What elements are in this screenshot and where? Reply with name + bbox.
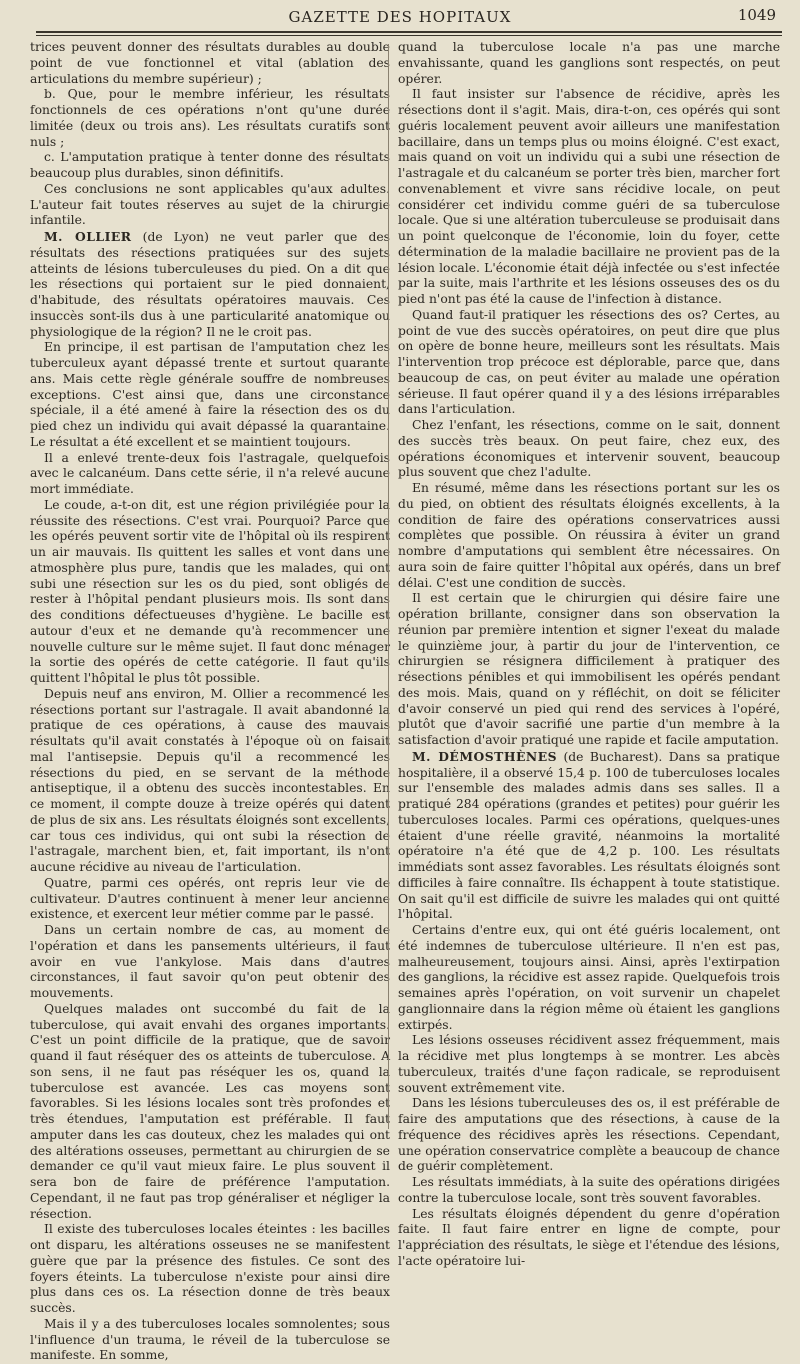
paragraph [398,308,780,418]
paragraph [398,1096,780,1175]
paragraph-text: Les lésions osseuses récidivent assez fréquemment, mais la récidive met plus longtemps à se montrer. Les abcès tuberculeux, traités d'une façon radicale, se reproduisent souvent extrêmement vite. [398,1033,780,1095]
paragraph [30,923,390,1002]
page-number: 1049 [737,6,776,24]
speaker-name: M. OLLIER [44,229,132,244]
paragraph [30,229,390,340]
paragraph-text: Ces conclusions ne sont applicables qu'aux adultes. L'auteur fait toutes réserves au sujet de la chirurgie infantile. [30,181,390,228]
paragraph [30,182,390,229]
paragraph-text: Il existe des tuberculoses locales éteintes : les bacilles ont disparu, les altérations osseuses ne se manifestent guère que par la présence des fistules. Ce sont des foyers éteints. La tuberculose n'existe pour ainsi dire plus dans ces os. La résection donne de très beaux succès. [30,1222,390,1315]
paragraph-text: Certains d'entre eux, qui ont été guéris localement, ont été indemnes de tuberculose ultérieure. Il n'en est pas, malheureusement, toujours ainsi. Ainsi, après l'extirpation des ganglions, la récidive est assez rapide. Quelquefois trois semaines après l'opération, on voit survenir un chapelet ganglionnaire dans la région même où étaient les ganglions extirpés. [398,923,780,1032]
paragraph [30,687,390,876]
column-divider [388,44,389,1129]
paragraph-text: Dans les lésions tuberculeuses des os, il est préférable de faire des amputations que des résections, à cause de la fréquence des récidives après les résections. Cependant, une opération conservatrice complète a beaucoup de chance de guérir complètement. [398,1096,780,1174]
paragraph-text: Dans un certain nombre de cas, au moment de l'opération et dans les pansements ultérieurs, il faut avoir en vue l'ankylose. Mais dans d'autres circonstances, il faut savoir qu'on peut obtenir des mouvements. [30,923,390,1000]
paragraph [30,1002,390,1223]
right-column [398,40,780,1270]
paragraph-text: Mais il y a des tuberculoses locales somnolentes; sous l'influence d'un trauma, le réveil de la tuberculose se manifeste. En somme, [30,1316,390,1363]
paragraph [398,418,780,481]
paragraph-text: Il a enlevé trente-deux fois l'astragale, quelquefois avec le calcanéum. Dans cette série, il n'a relevé aucune mort immédiate. [30,450,390,496]
paragraph-text: quand la tuberculose locale n'a pas une marche envahissante, quand les ganglions sont respectés, on peut opérer. [398,40,780,86]
left-column [30,40,390,1364]
paragraph [398,40,780,87]
paragraph-text: Quatre, parmi ces opérés, ont repris leur vie de cultivateur. D'autres continuent à mener leur ancienne existence, et exercent leur métier comme par le passé. [30,875,390,922]
paragraph [30,451,390,498]
paragraph-text: Quand faut-il pratiquer les résections des os? Certes, au point de vue des succès opératoires, on peut dire que plus on opère de bonne heure, meilleurs sont les résultats. Mais l'intervention trop précoce est déplorable, parce que, dans beaucoup de cas, on peut éviter au malade une opération sérieuse. Il faut opérer quand il y a des lésions irréparables dans l'articulation. [398,307,780,417]
paragraph [30,498,390,687]
speaker-name: M. DÉMOSTHÈNES [412,748,558,764]
paragraph-text: Depuis neuf ans environ, M. Ollier a recommencé les résections portant sur l'astragale. Il avait abandonné la pratique de ces opérations, à cause des mauvais résultats qu'il avait constatés à l'époque où on faisait mal l'antisepsie. Depuis qu'il a recommencé les résections du pied, en se servant de la méthode antiseptique, il a obtenu des succès incontestables. En ce moment, il compte douze à treize opérés qui datent de plus de six ans. Les résultats éloignés sont excellents, car tous ces individus, qui ont subi la résection de l'astragale, marchent bien, et, fait important, ils n'ont aucune récidive au niveau de l'articulation. [30,686,390,874]
paragraph-text: (de Lyon) ne veut parler que des résultats des résections pratiquées sur des sujets atteints de lésions tuberculeuses du pied. On a dit que les résections qui portaient sur le pied donnaient, d'habitude, des résultats opératoires mauvais. Ces insuccès sont-ils dus à une particularité anatomique ou physiologique de la région? Il ne le croit pas. [30,230,390,339]
header-rule-thin [36,35,782,36]
paragraph-text: c. L'amputation pratique à tenter donne des résultats beaucoup plus durables, sinon définitifs. [30,150,390,180]
paragraph-text: trices peuvent donner des résultats durables au double point de vue fonctionnel et vital (ablation des articulations du membre supérieur) ; [30,40,390,86]
paragraph [398,749,780,923]
paragraph [398,1033,780,1096]
paragraph [30,150,390,182]
paragraph [398,87,780,308]
paragraph [398,923,780,1033]
paragraph [398,481,780,591]
paragraph-text: Chez l'enfant, les résections, comme on le sait, donnent des succès très beaux. On peut faire, chez eux, des opérations économiques et intervenir souvent, beaucoup plus souvent que chez l'adulte. [398,418,780,480]
paragraph-text: Quelques malades ont succombé du fait de la tuberculose, qui avait envahi des organes importants. C'est un point difficile de la pratique, que de savoir quand il faut réséquer des os atteints de tuberculose. A son sens, il ne faut pas réséquer les os, quand la tuberculose est avancée. Les cas moyens sont favorables. Si les lésions locales sont très profondes et très étendues, l'amputation est préférable. Il faut amputer dans les cas douteux, chez les malades qui ont des altérations osseuses, permettant au chirurgien de se demander ce qu'il vaut mieux faire. Le plus souvent il sera bon de faire de préférence l'amputation. Cependant, il ne faut pas trop généraliser et négliger la résection. [30,1001,390,1221]
header-rule [36,31,782,33]
paragraph [398,1207,780,1270]
paragraph-text: b. Que, pour le membre inférieur, les résultats fonctionnels de ces opérations n'ont qu'une durée limitée (deux ou trois ans). Les résultats curatifs sont nuls ; [30,87,390,149]
paragraph-text: Le coude, a-t-on dit, est une région privilégiée pour la réussite des résections. C'est vrai. Pourquoi? Parce que les opérés peuvent sortir vite de l'hôpital où ils respirent un air mauvais. Ils quittent les salles et vont dans une atmosphère plus pure, tandis que les malades, qui ont subi une résection sur les os du pied, sont obligés de rester à l'hôpital pendant plusieurs mois. Ils sont dans des conditions défectueuses d'hygiène. Le bacille est autour d'eux et ne demande qu'à recommencer une nouvelle culture sur le même sujet. Il faut donc ménager la sortie des opérés de cette catégorie. Il faut qu'ils quittent l'hôpital le plus tôt possible. [30,497,390,685]
journal-title: GAZETTE DES HOPITAUX [288,8,512,26]
paragraph [30,40,390,87]
paragraph [398,1175,780,1207]
paragraph [30,87,390,150]
paragraph [398,591,780,749]
paragraph-text: En résumé, même dans les résections portant sur les os du pied, on obtient des résultats éloignés excellents, à la condition de faire des opérations conservatrices aussi complètes que possible. On réussira à éviter un grand nombre d'amputations qui semblent être nécessaires. On aura soin de faire quitter l'hôpital aux opérés, dans un bref délai. C'est une condition de succès. [398,481,780,590]
page-header [0,0,800,34]
paragraph [30,1222,390,1317]
paragraph-text: (de Bucharest). Dans sa pratique hospitalière, il a observé 15,4 p. 100 de tuberculoses locales sur l'ensemble des malades admis dans ses salles. Il a pratiqué 284 opérations (grandes et petites) pour guérir les tuberculoses locales. Parmi ces opérations, quelques-unes étaient d'une réelle gravité, néanmoins la mortalité opératoire n'a été que de 4,2 p. 100. Les résultats immédiats sont assez favorables. Les résultats éloignés sont difficiles à faire connaître. Ils échappent à toute statistique. On sait qu'il est difficile de suivre les malades qui ont quitté l'hôpital. [398,749,780,922]
paragraph-text: Les résultats éloignés dépendent du genre d'opération faite. Il faut faire entrer en ligne de compte, pour l'appréciation des résultats, le siège et l'étendue des lésions, l'acte opératoire lui- [398,1206,780,1268]
paragraph [30,876,390,923]
paragraph-text: En principe, il est partisan de l'amputation chez les tuberculeux ayant dépassé trente et surtout quarante ans. Mais cette règle générale souffre de nombreuses exceptions. C'est ainsi que, dans une circonstance spéciale, il a été amené à faire la résection des os du pied chez un individu qui avait dépassé la quarantaine. Le résultat a été excellent et se maintient toujours. [30,340,390,449]
paragraph-text: Il est certain que le chirurgien qui désire faire une opération brillante, consigner dans son observation la réunion par première intention et signer l'exeat du malade le quinzième jour, à partir du jour de l'intervention, ce chirurgien se résignera difficilement à pratiquer des résections pénibles et qui immobilisent les opérés pendant des mois. Mais, quand on y réfléchit, on doit se féliciter d'avoir conservé un pied qui rend des services à l'opéré, plutôt que d'avoir sacrifié une partie d'un membre à la satisfaction d'avoir pratiqué une rapide et facile amputation. [398,591,780,747]
paragraph-text: Les résultats immédiats, à la suite des opérations dirigées contre la tuberculose locale, sont très souvent favorables. [398,1175,780,1205]
paragraph [30,340,390,450]
paragraph [30,1317,390,1364]
paragraph-text: Il faut insister sur l'absence de récidive, après les résections dont il s'agit. Mais, dira-t-on, ces opérés qui sont guéris localement peuvent avoir ailleurs une manifestation bacillaire, dans un temps plus ou moins éloigné. C'est exact, mais quand on voit un individu qui a subi une résection de l'astragale et du calcanéum se porter très bien, marcher fort convenablement et vivre sans récidive locale, on peut considérer cet individu comme guéri de sa tuberculose locale. Que si une altération tuberculeuse se produisait dans un point quelconque de l'économie, loin du foyer, cette détermination de la maladie bacillaire ne provient pas de la lésion locale. L'économie était déjà infectée ou s'est infectée par la suite, mais l'arthrite et les lésions osseuses des os du pied n'ont pas été la cause de l'infection à distance. [398,87,780,306]
